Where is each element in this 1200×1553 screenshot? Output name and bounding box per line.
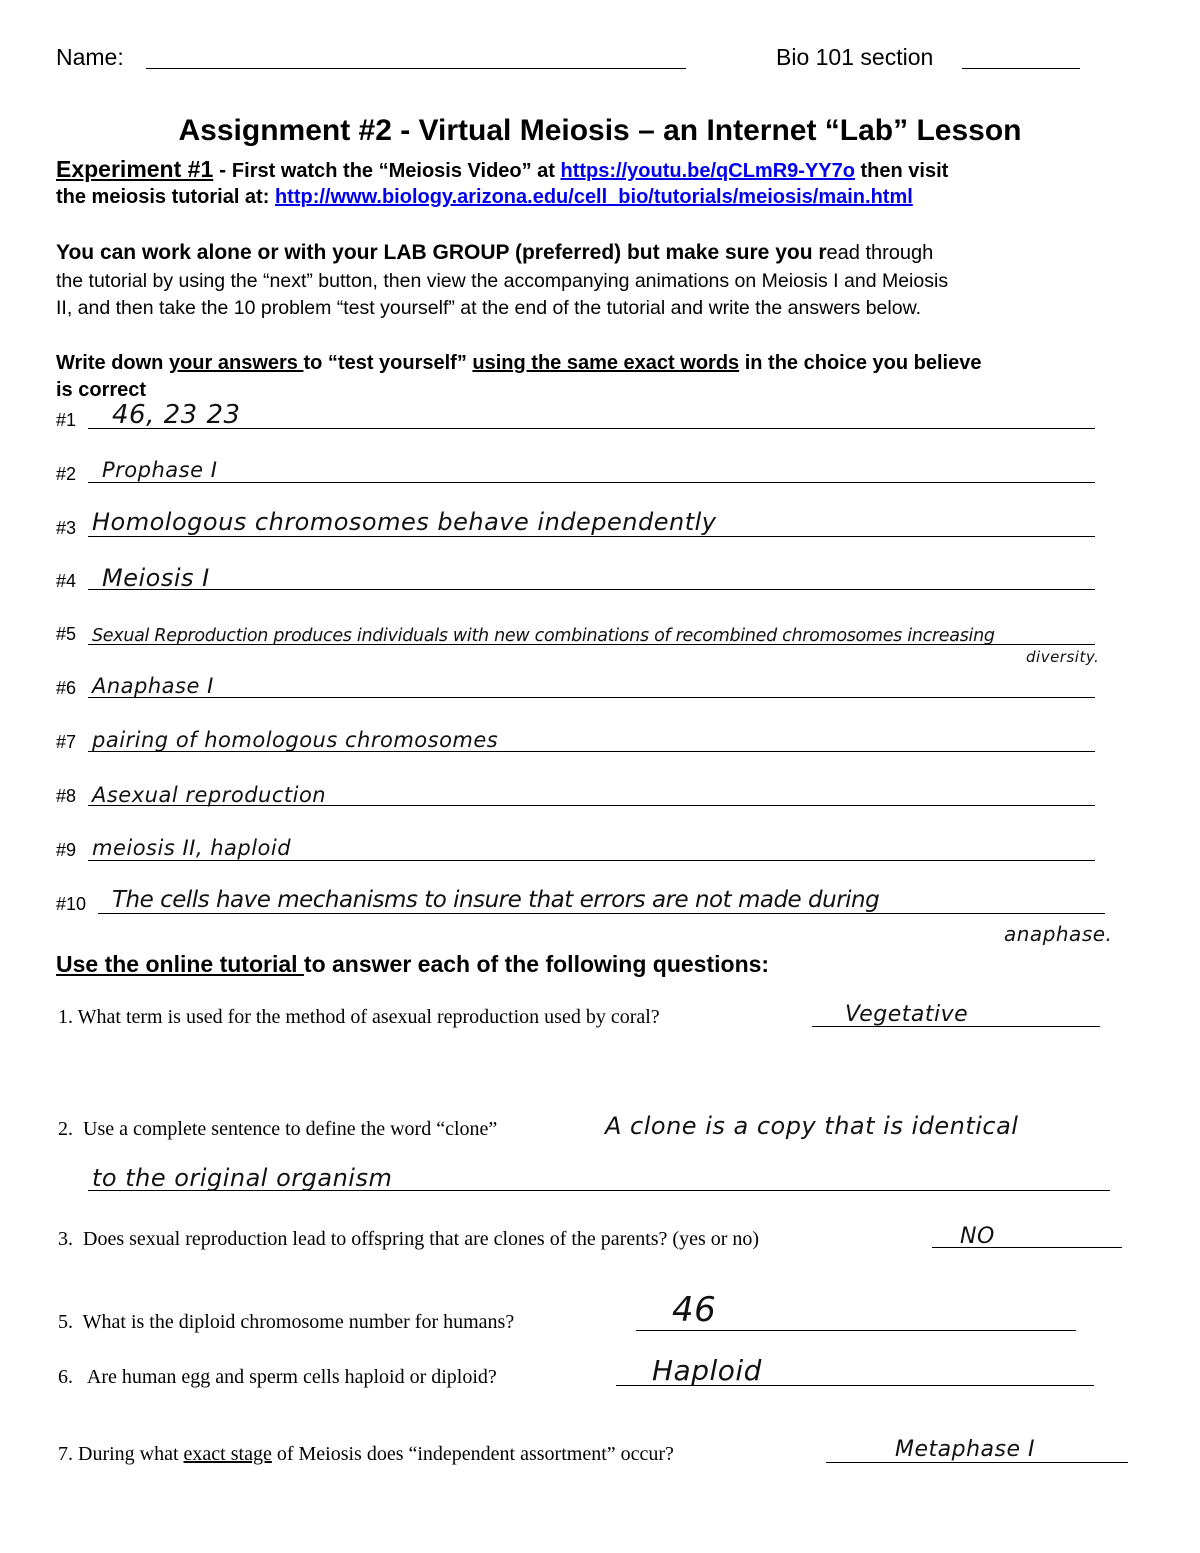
answer-text: Haploid [652,1354,762,1387]
answer-text: Anaphase I [92,674,214,698]
name-field[interactable] [146,68,686,69]
answer-line[interactable] [88,860,1095,861]
question-text [58,1228,759,1251]
question-number: 7. [58,1443,73,1465]
answer-number: #5 [56,624,77,644]
answer-line[interactable] [636,1330,1076,1331]
section-heading [56,951,769,978]
answer-text: A clone is a copy that is identical [605,1112,1019,1140]
answer-text: pairing of homologous chromosomes [92,728,499,752]
answer-number: #8 [56,786,77,806]
experiment-dash: - [213,159,232,182]
answer-number: #1 [56,410,77,430]
section-heading-rest: to answer each of the following questions: [303,951,770,977]
answer-text: 46 [672,1290,717,1330]
answer-text: The cells have mechanisms to insure that errors are not made during [112,887,880,913]
experiment-label: Experiment #1 [56,156,214,182]
page-title: Assignment #2 - Virtual Meiosis – an Internet “Lab” Lesson [178,114,1022,147]
answer-line[interactable] [88,482,1095,483]
answer-text: Asexual reproduction [92,783,327,807]
intro-line-3: II, and then take the 10 problem “test yourself” at the end of the tutorial and write the answers below. [56,297,921,319]
answer-line[interactable] [826,1462,1128,1463]
answer-text: Prophase I [102,458,218,482]
question-number: 2. [58,1118,73,1140]
name-label: Name: [56,44,124,70]
question-number: 1. [58,1006,73,1028]
question-body-post: of Meiosis does “independent assortment” occur? [271,1443,674,1465]
question-body: Use a complete sentence to define the word “clone” [83,1118,498,1140]
answer-number: #4 [56,571,77,591]
answer-text: Metaphase I [895,1437,1035,1462]
question-number: 5. [58,1311,73,1333]
question-number: 6. [58,1366,73,1388]
question-text [58,1311,514,1334]
question-body: Are human egg and sperm cells haploid or diploid? [86,1366,497,1388]
instructions-p1: Write down [56,352,169,374]
answer-text: Sexual Reproduction produces individuals with new combinations of recombined chromosomes increasing [92,626,995,646]
experiment-line-1 [56,156,948,183]
answer-line[interactable] [98,913,1105,914]
question-body: What term is used for the method of asexual reproduction used by coral? [77,1006,660,1028]
question-text [58,1366,497,1389]
question-text [58,1443,674,1466]
answer-line[interactable] [88,589,1095,590]
experiment-text-1: First watch the “Meiosis Video” at [231,160,561,182]
instructions-p4: using the same exact words [472,352,740,374]
intro-line-1 [56,241,933,265]
answer-text-continued: diversity. [1026,648,1100,666]
answer-number: #9 [56,840,77,860]
video-link[interactable]: https://youtu.be/qCLmR9-YY7o [560,160,855,182]
question-body-underlined: exact stage [183,1443,272,1465]
answer-text: meiosis II, haploid [92,836,292,860]
question-text [58,1006,660,1029]
intro-line-1-rest: ead through [826,242,934,264]
answer-line[interactable] [88,536,1095,537]
tutorial-link[interactable]: http://www.biology.arizona.edu/cell_bio/tutorials/meiosis/main.html [274,186,913,208]
section-heading-underlined: Use the online tutorial [56,951,304,977]
answer-text-continued: to the original organism [92,1164,393,1192]
answer-line[interactable] [88,697,1095,698]
question-number: 3. [58,1228,73,1250]
answer-text: 46, 23 23 [112,400,241,430]
instructions-line-1 [56,352,981,375]
question-body-pre: During what [78,1443,184,1465]
question-body: Does sexual reproduction lead to offspring that are clones of the parents? (yes or no) [83,1228,760,1250]
section-field[interactable] [962,68,1080,69]
answer-text: Vegetative [845,1002,969,1027]
section-label: Bio 101 section [776,44,934,70]
question-text [58,1118,497,1141]
answer-number: #6 [56,678,77,698]
instructions-p3: to “test yourself” [303,352,473,374]
experiment-text-3: the meiosis tutorial at: [56,186,275,208]
answer-text: Meiosis I [102,564,210,592]
answer-number: #2 [56,464,77,484]
instructions-p5: in the choice you believe [739,352,982,374]
instructions-line-2: is correct [56,379,147,401]
answer-number: #7 [56,732,77,752]
answer-text: Homologous chromosomes behave independently [92,508,717,536]
question-body: What is the diploid chromosome number for humans? [82,1311,515,1333]
answer-text: NO [960,1224,995,1249]
experiment-line-2 [56,186,913,209]
answer-number: #3 [56,518,77,538]
answer-text-continued: anaphase. [1004,922,1113,946]
intro-line-2: the tutorial by using the “next” button, then view the accompanying animations on Meiosis I and Meiosis [56,270,949,292]
experiment-text-2: then visit [854,160,949,182]
instructions-p2: your answers [168,352,304,374]
intro-line-1-bold: You can work alone or with your LAB GROUP (preferred) but make sure you r [56,241,827,264]
answer-number: #10 [56,894,87,914]
